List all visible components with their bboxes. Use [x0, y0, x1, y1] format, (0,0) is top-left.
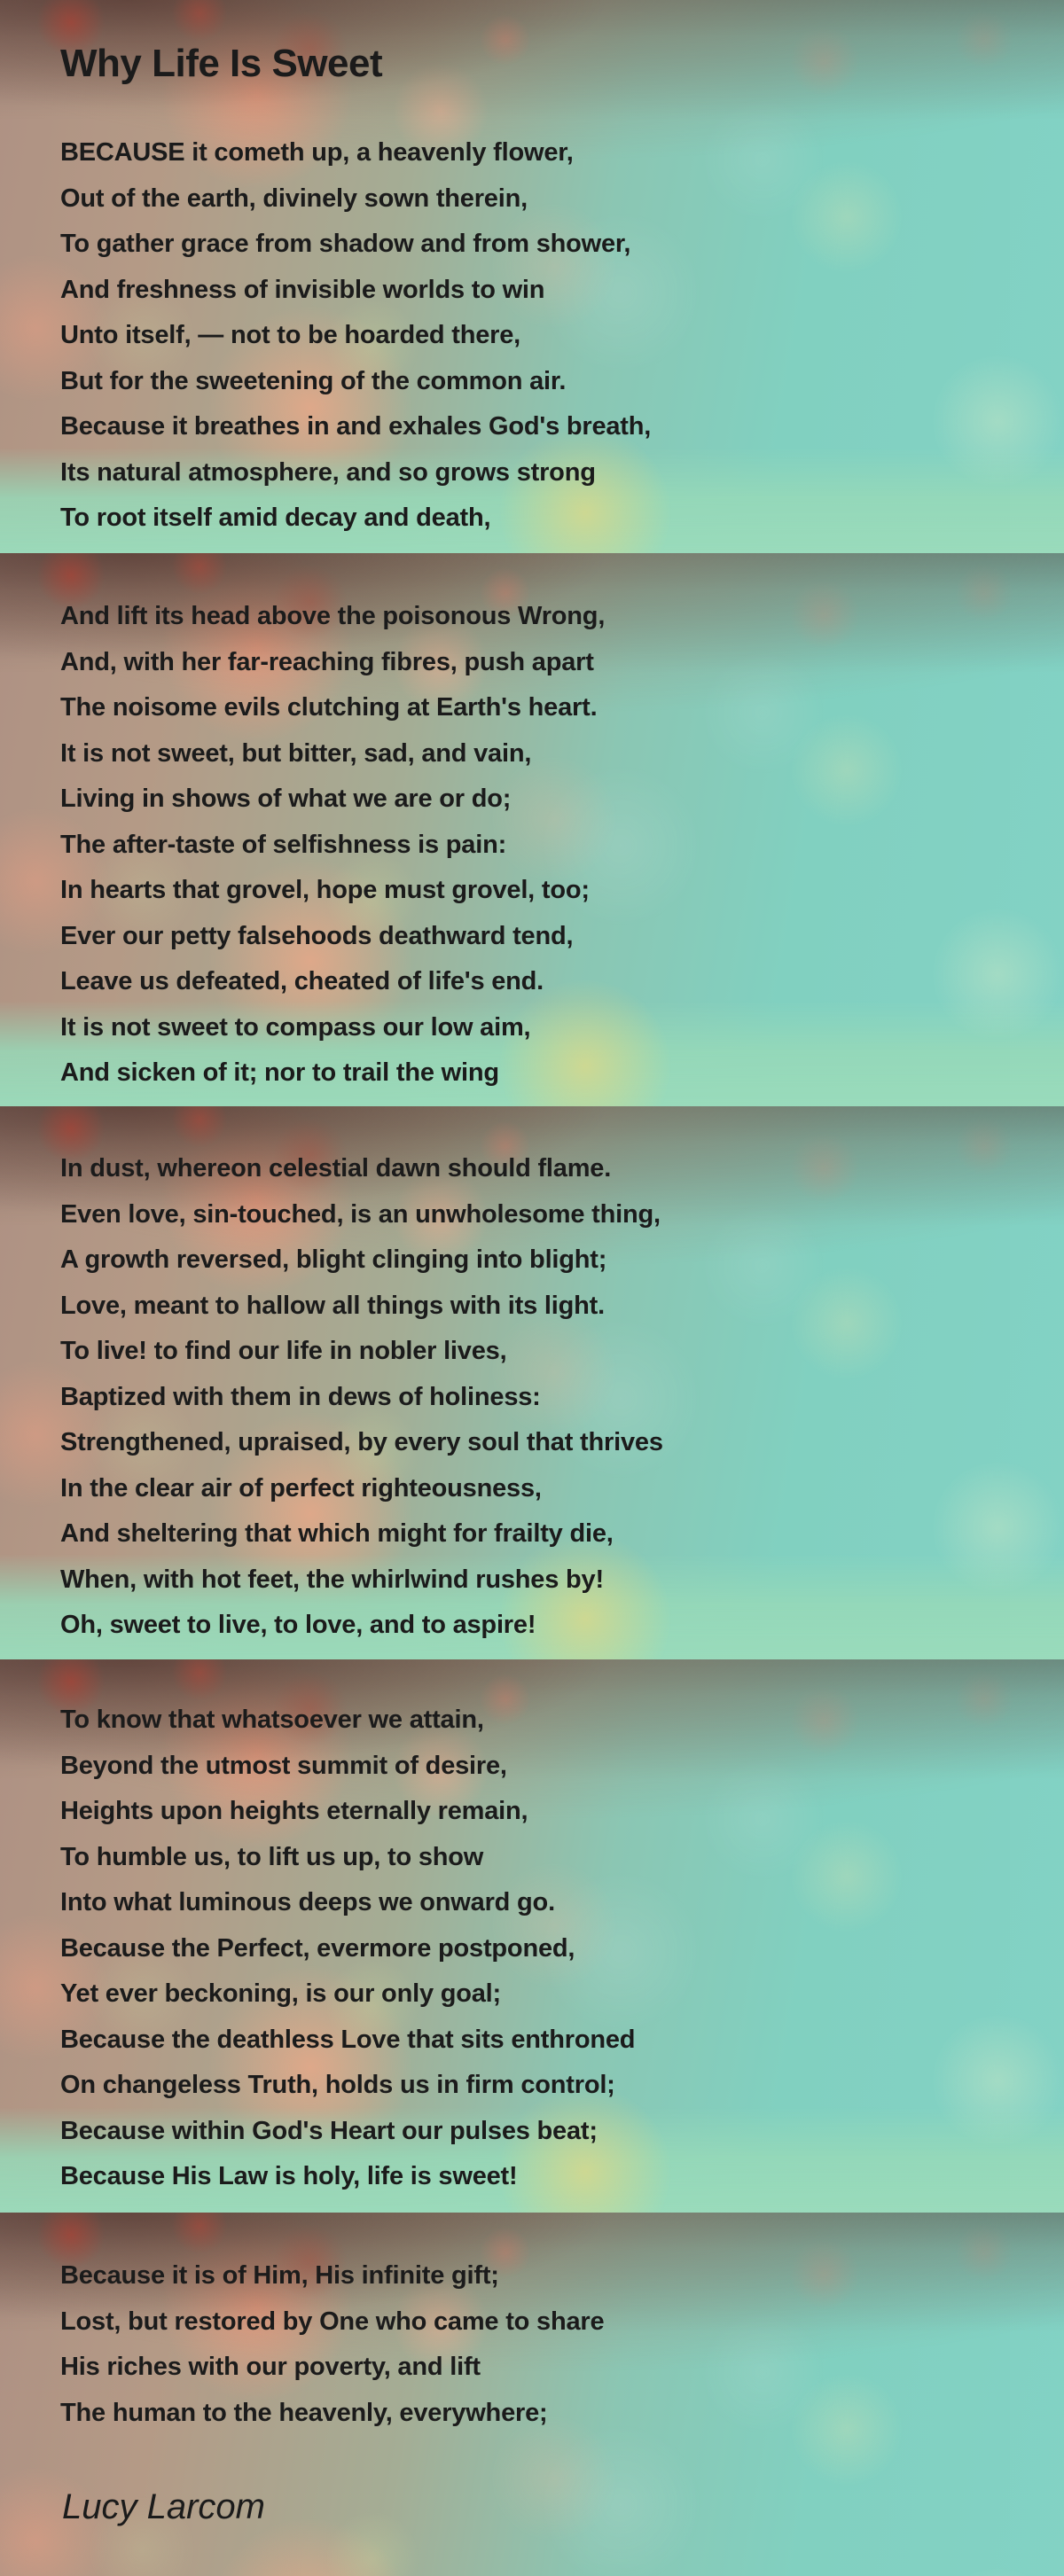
poem-line: Strengthened, upraised, by every soul that thrives	[60, 1428, 663, 1456]
poem-line: When, with hot feet, the whirlwind rushes by!	[60, 1565, 604, 1594]
stanza-2	[60, 594, 1044, 1097]
poem-line: Beyond the utmost summit of desire,	[60, 1751, 507, 1780]
poem-line: Because within God's Heart our pulses beat;	[60, 2116, 598, 2145]
poem-line: Unto itself, — not to be hoarded there,	[60, 321, 521, 349]
poem-line: Leave us defeated, cheated of life's end.	[60, 967, 544, 995]
poem-line: To root itself amid decay and death,	[60, 503, 491, 532]
poem-line: Even love, sin-touched, is an unwholesome thing,	[60, 1199, 661, 1229]
poem-line: To humble us, to lift us up, to show	[60, 1842, 484, 1871]
poem-line: Love, meant to hallow all things with its light.	[60, 1291, 605, 1320]
poem-line: Because the deathless Love that sits enthroned	[60, 2025, 636, 2054]
poem-line: In the clear air of perfect righteousness,	[60, 1473, 542, 1503]
poem-line: Lost, but restored by One who came to share	[60, 2307, 605, 2336]
poem-line: Yet ever beckoning, is our only goal;	[60, 1979, 501, 2008]
poem-line: It is not sweet, but bitter, sad, and vain,	[60, 738, 532, 768]
poem-line: Because it breathes in and exhales God's breath,	[60, 412, 652, 441]
poem-line: Because His Law is holy, life is sweet!	[60, 2162, 518, 2190]
poem-line: On changeless Truth, holds us in firm control;	[60, 2071, 615, 2099]
poem-line: Into what luminous deeps we onward go.	[60, 1888, 555, 1916]
poem-line: To gather grace from shadow and from shower,	[60, 230, 631, 258]
poem-line: A growth reversed, blight clinging into blight;	[60, 1245, 607, 1274]
poem-line: In hearts that grovel, hope must grovel, too;	[60, 876, 590, 904]
poem-line: Because it is of Him, His infinite gift;	[60, 2261, 499, 2290]
poem-line: The after-taste of selfishness is pain:	[60, 830, 507, 859]
poem-line: Its natural atmosphere, and so grows strong	[60, 457, 596, 487]
poem-line: Because the Perfect, evermore postponed,	[60, 1933, 575, 1963]
poem-line: And, with her far-reaching fibres, push apart	[60, 647, 594, 676]
poem-line: But for the sweetening of the common air.	[60, 366, 567, 395]
poem-line: And freshness of invisible worlds to win	[60, 275, 545, 304]
poem-line: And lift its head above the poisonous Wrong,	[60, 602, 606, 630]
stanza-1	[60, 130, 1044, 542]
poem-line: To know that whatsoever we attain,	[60, 1706, 484, 1734]
poem-line: Oh, sweet to live, to love, and to aspire!	[60, 1611, 536, 1639]
poem-title: Why Life Is Sweet	[60, 42, 383, 85]
poem-line: And sheltering that which might for frailty die,	[60, 1519, 614, 1548]
poem-line: Living in shows of what we are or do;	[60, 785, 512, 813]
poem-line: And sicken of it; nor to trail the wing	[60, 1058, 499, 1087]
stanza-5	[60, 2253, 1044, 2436]
poem-line: His riches with our poverty, and lift	[60, 2353, 481, 2381]
poem-line: Ever our petty falsehoods deathward tend,	[60, 921, 574, 950]
poem-line: Baptized with them in dews of holiness:	[60, 1382, 541, 1411]
poem-line: In dust, whereon celestial dawn should flame.	[60, 1154, 612, 1183]
poem-line: It is not sweet to compass our low aim,	[60, 1012, 531, 1042]
poem-line: The human to the heavenly, everywhere;	[60, 2398, 548, 2427]
poem-author: Lucy Larcom	[62, 2487, 265, 2526]
poem-line: Heights upon heights eternally remain,	[60, 1797, 528, 1825]
stanza-4	[60, 1698, 1044, 2200]
poem-line: Out of the earth, divinely sown therein,	[60, 183, 528, 213]
poem-line: To live! to find our life in nobler lives,	[60, 1337, 507, 1365]
poem-line: BECAUSE it cometh up, a heavenly flower,	[60, 138, 574, 167]
poem-line: The noisome evils clutching at Earth's heart.	[60, 693, 598, 722]
stanza-3	[60, 1146, 1044, 1649]
